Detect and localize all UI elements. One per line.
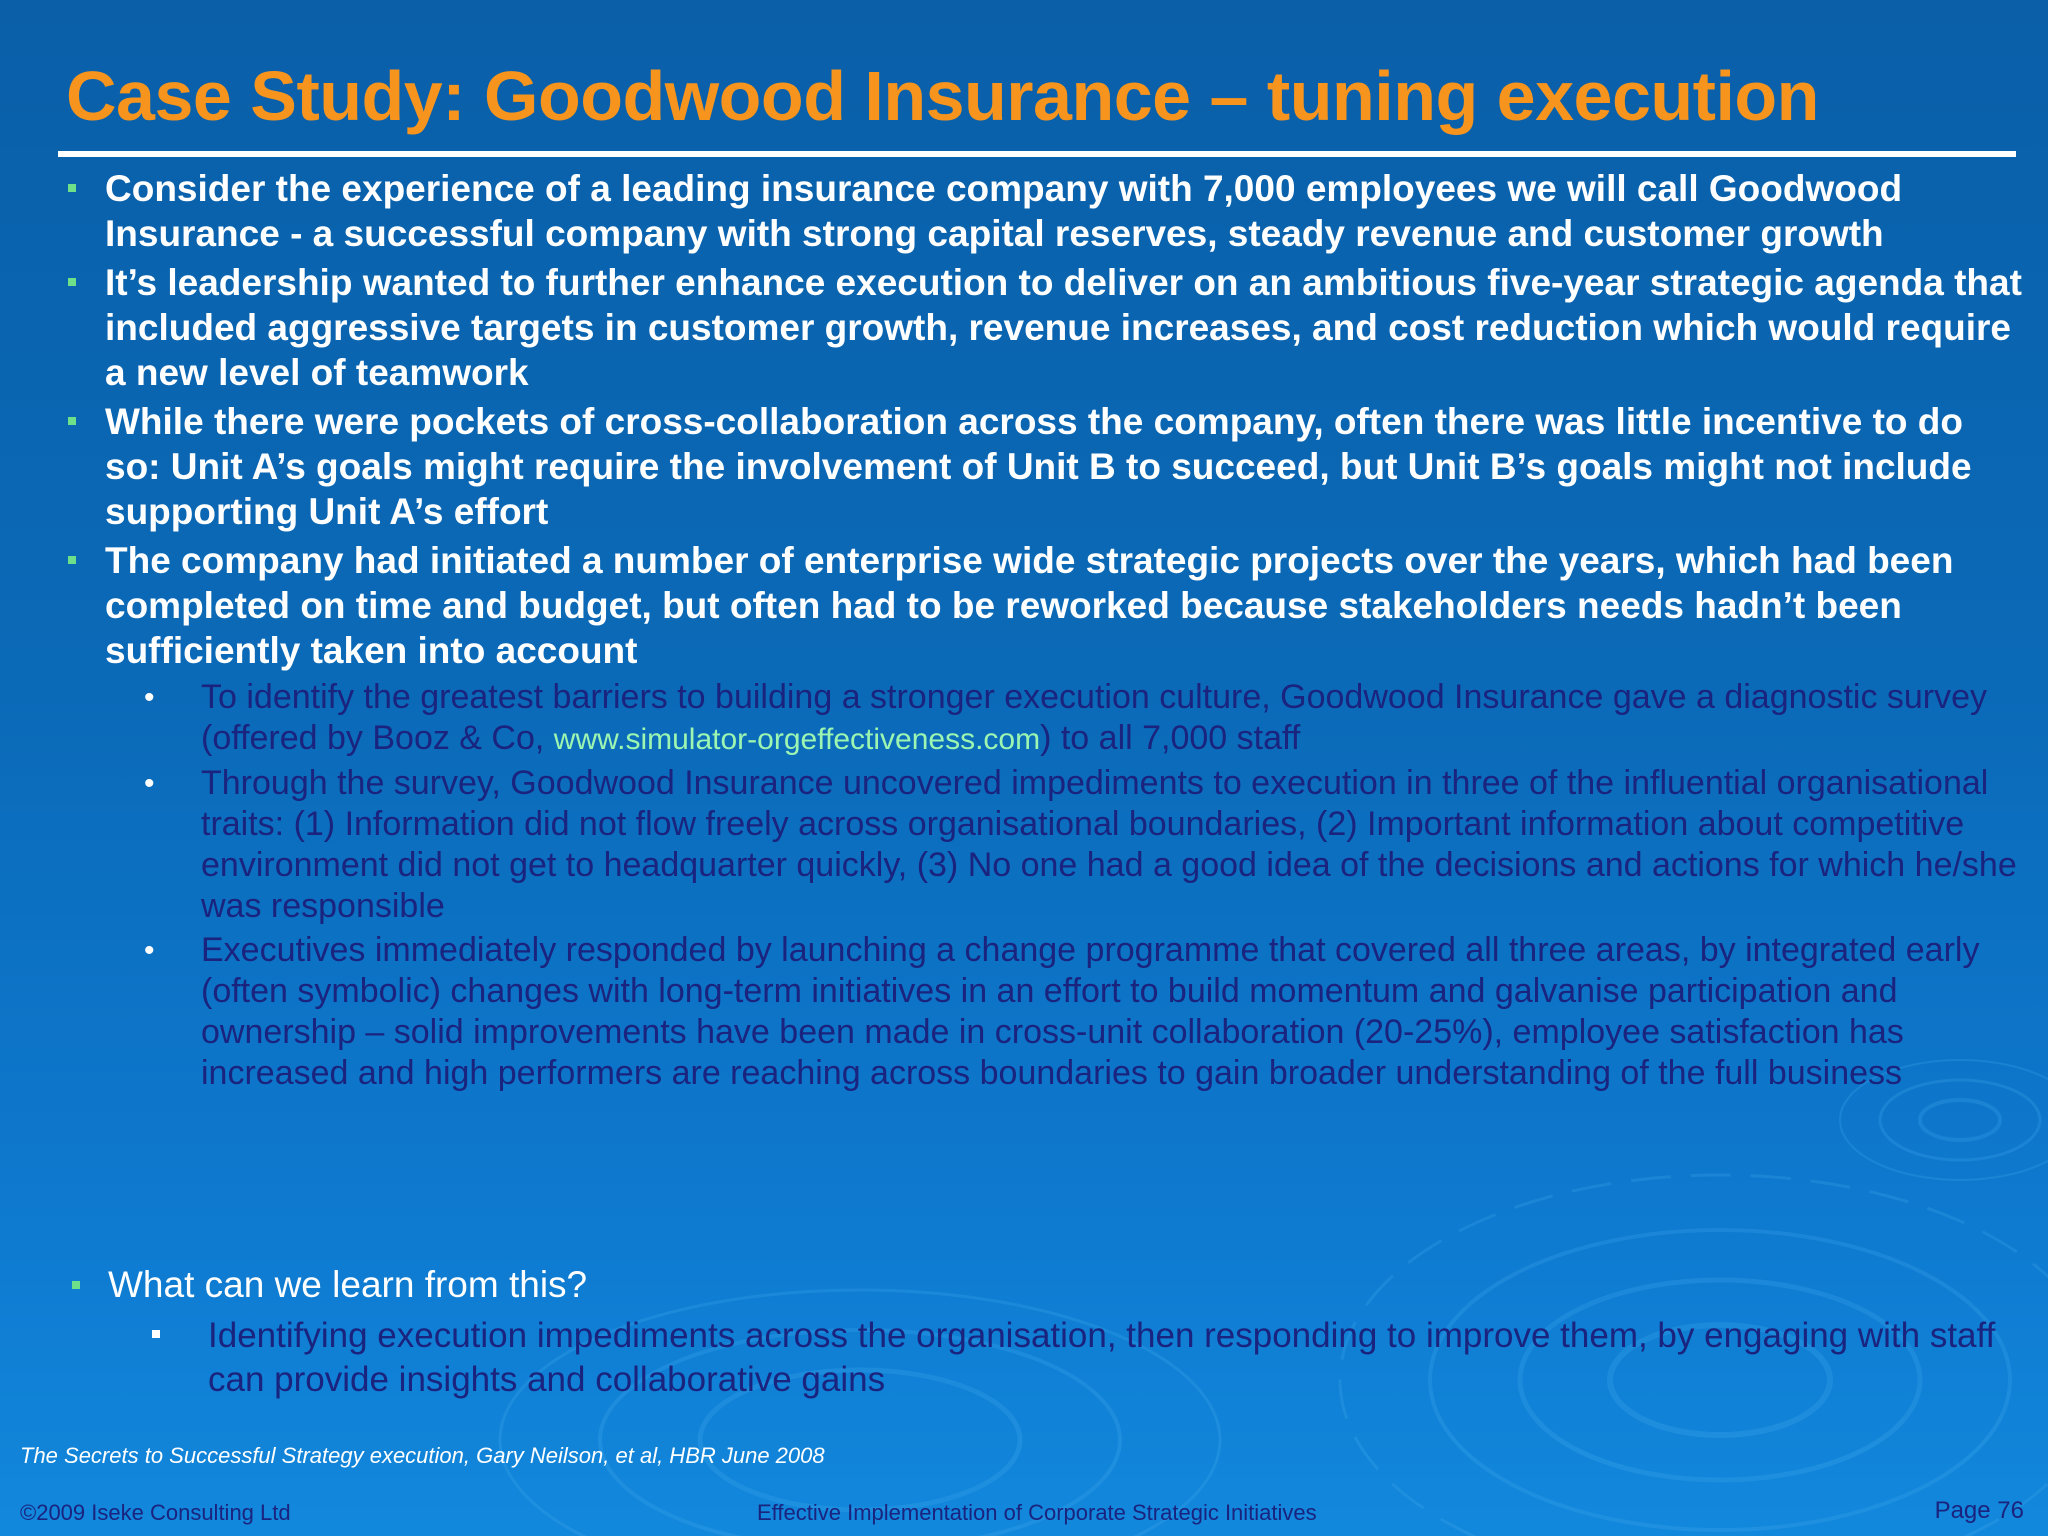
square-bullet-icon: [68, 556, 76, 564]
title-divider: [58, 151, 2016, 157]
sub-bullet-text: ) to all 7,000 staff: [1040, 719, 1301, 757]
dot-bullet-icon: •: [144, 681, 155, 714]
bullet-text: The company had initiated a number of enterprise wide strategic projects over the years, which had been completed on time and budget, but often had to be reworked because stakeholders needs hadn’t been sufficiently taken into account: [105, 540, 1954, 671]
page-number: Page 76: [1934, 1497, 2024, 1524]
learn-section: [66, 1262, 2026, 1402]
square-bullet-icon: [152, 1330, 160, 1338]
learn-item-text: Identifying execution impediments across the organisation, then responding to improve them, by engaging with staff can provide insights and collaborative gains: [208, 1316, 1996, 1399]
sub-bullet-item: [66, 930, 2026, 1094]
bullet-text: While there were pockets of cross-collaboration across the company, often there was little incentive to do so: Unit A’s goals might require the involvement of Unit B to succeed, but Unit B’s goals might not include supporting Unit A’s effort: [105, 401, 1972, 532]
square-bullet-icon: [68, 278, 76, 286]
bullet-item: [66, 166, 2026, 256]
bullet-item: [66, 538, 2026, 673]
square-bullet-icon: [68, 184, 76, 192]
survey-link[interactable]: www.simulator-orgeffectiveness.com: [553, 723, 1041, 756]
square-bullet-icon: [72, 1281, 80, 1289]
dot-bullet-icon: •: [144, 934, 155, 967]
page-title: Case Study: Goodwood Insurance – tuning execution: [66, 57, 1819, 135]
dot-bullet-icon: •: [144, 767, 155, 800]
learn-heading: [66, 1262, 2026, 1308]
sub-bullet-text: Through the survey, Goodwood Insurance uncovered impediments to execution in three of the influential organisational traits: (1) Information did not flow freely across organisational boundaries, (2) Important information about competitive environment did not get to headquarter quickly, (3) No one had a good idea of the decisions and actions for which he/she was responsible: [201, 764, 2017, 925]
sub-bullet-text: Executives immediately responded by launching a change programme that covered all three areas, by integrated early (often symbolic) changes with long-term initiatives in an effort to build momentum and galvanise participation and ownership – solid improvements have been made in cross-unit collaboration (20-25%), employee satisfaction has increased and high performers are reaching across boundaries to gain broader understanding of the full business: [201, 931, 1980, 1092]
bullet-item: [66, 260, 2026, 395]
square-bullet-icon: [68, 417, 76, 425]
footer-title: Effective Implementation of Corporate Strategic Initiatives: [757, 1500, 1317, 1525]
bullet-text: Consider the experience of a leading insurance company with 7,000 employees we will call Goodwood Insurance - a successful company with strong capital reserves, steady revenue and customer growth: [105, 168, 1903, 254]
sub-bullet-text: To identify the greatest barriers to building a stronger execution culture, Goodwood Insurance gave a diagnostic survey (offered by Booz & Co,: [201, 678, 1988, 757]
bullet-item: [66, 399, 2026, 534]
sub-bullet-item: [66, 677, 2026, 760]
main-bullet-list: [66, 166, 2026, 1097]
learn-item: [66, 1314, 2026, 1402]
reference-citation: The Secrets to Successful Strategy execution, Gary Neilson, et al, HBR June 2008: [20, 1443, 825, 1468]
sub-bullet-item: [66, 763, 2026, 927]
bullet-text: It’s leadership wanted to further enhance execution to deliver on an ambitious five-year strategic agenda that included aggressive targets in customer growth, revenue increases, and cost reduction which would require a new level of teamwork: [105, 262, 2022, 393]
learn-heading-text: What can we learn from this?: [108, 1264, 588, 1305]
footer-copyright: ©2009 Iseke Consulting Ltd: [20, 1500, 291, 1525]
